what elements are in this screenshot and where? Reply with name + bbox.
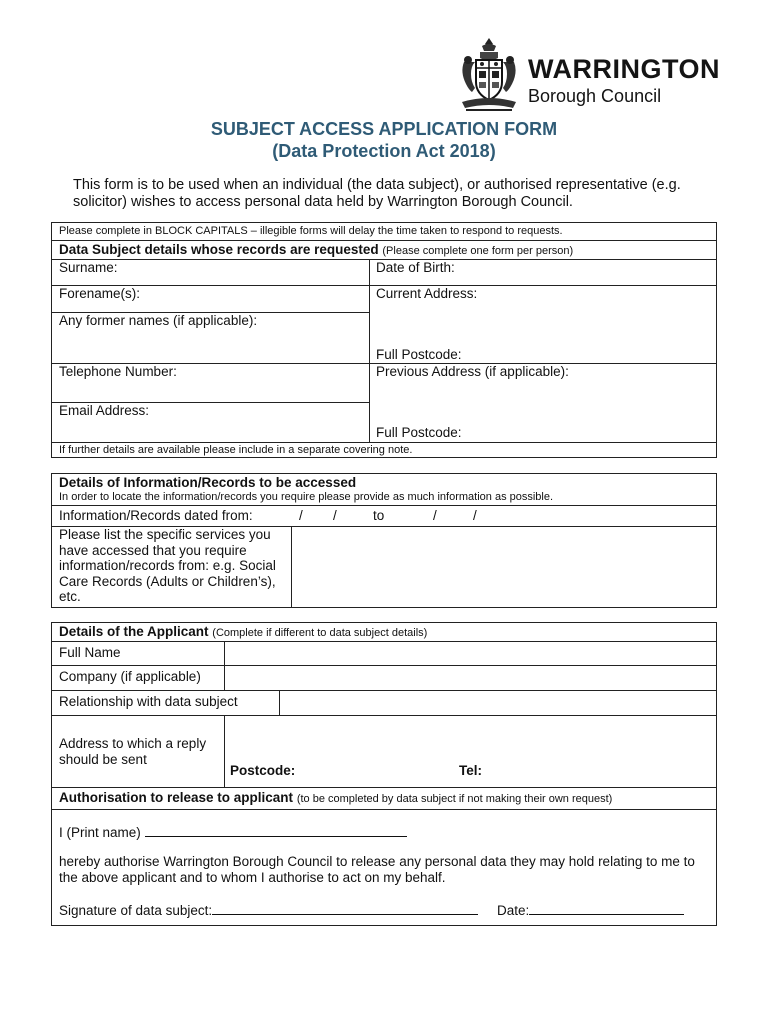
- company-label: Company (if applicable): [59, 669, 201, 684]
- form-subtitle: (Data Protection Act 2018): [272, 141, 496, 161]
- org-subtitle: Borough Council: [528, 86, 662, 106]
- print-name-line[interactable]: [145, 824, 407, 837]
- reply-address-label: Address to which a reply should be sent: [59, 736, 207, 767]
- full-name-label: Full Name: [59, 645, 121, 660]
- date-line[interactable]: [529, 902, 684, 915]
- relationship-input[interactable]: [281, 692, 714, 714]
- email-field[interactable]: Email Address:: [59, 403, 150, 418]
- date-separator: /: [333, 508, 337, 523]
- records-heading: Details of Information/Records to be accessed: [59, 475, 357, 490]
- former-names-field[interactable]: Any former names (if applicable):: [59, 313, 258, 328]
- previous-postcode-field[interactable]: Full Postcode:: [376, 425, 462, 440]
- current-address-field[interactable]: Current Address:: [376, 286, 478, 301]
- applicant-heading: Details of the Applicant (Complete if different to data subject details): [59, 624, 428, 639]
- signature-field[interactable]: Signature of data subject:: [59, 902, 478, 918]
- dated-from-label: Information/Records dated from:: [59, 508, 253, 523]
- reply-address-input[interactable]: [226, 717, 714, 761]
- tel-field[interactable]: Tel:: [459, 763, 482, 778]
- postcode-field[interactable]: Postcode:: [230, 763, 296, 778]
- date-separator: /: [299, 508, 303, 523]
- applicant-section: [51, 622, 717, 926]
- full-name-input[interactable]: [226, 643, 714, 665]
- intro-text: This form is to be used when an individual (the data subject), or authorised representative (e.g. solicitor) wishes to access personal data held by Warrington Borough Council.: [73, 177, 681, 210]
- company-input[interactable]: [226, 667, 714, 689]
- date-of-birth-field[interactable]: Date of Birth:: [376, 260, 455, 275]
- telephone-field[interactable]: Telephone Number:: [59, 364, 177, 379]
- form-title: SUBJECT ACCESS APPLICATION FORM: [210, 119, 558, 139]
- block-capitals-notice: Please complete in BLOCK CAPITALS – illegible forms will delay the time taken to respond to requests.: [59, 225, 563, 237]
- surname-field[interactable]: Surname:: [59, 260, 118, 275]
- services-input-area[interactable]: [293, 528, 713, 606]
- previous-address-field[interactable]: Previous Address (if applicable):: [376, 364, 569, 379]
- signature-line[interactable]: [212, 902, 478, 915]
- current-postcode-field[interactable]: Full Postcode:: [376, 347, 462, 362]
- records-section: [51, 473, 717, 608]
- forename-field[interactable]: Forename(s):: [59, 286, 141, 301]
- services-label: Please list the specific services you have accessed that you require information/records from: e.g. Social Care Records (Adults or Children’s), etc.: [59, 527, 276, 604]
- date-separator: /: [473, 508, 477, 523]
- coat-of-arms-icon: [458, 36, 520, 116]
- authorisation-heading: Authorisation to release to applicant (to be completed by data subject if not making their own request): [59, 790, 613, 805]
- data-subject-section: [51, 222, 717, 458]
- date-field[interactable]: Date:: [497, 902, 684, 918]
- relationship-label: Relationship with data subject: [59, 694, 238, 709]
- print-name-field[interactable]: I (Print name): [59, 824, 407, 840]
- to-label: to: [373, 508, 385, 523]
- date-separator: /: [433, 508, 437, 523]
- covering-note: If further details are available please include in a separate covering note.: [59, 444, 413, 456]
- org-name: WARRINGTON: [528, 54, 720, 84]
- records-subheading: In order to locate the information/records you require please provide as much information as possible.: [59, 491, 554, 503]
- data-subject-heading: Data Subject details whose records are requested (Please complete one form per person): [59, 242, 574, 257]
- authorisation-text: hereby authorise Warrington Borough Council to release any personal data they may hold relating to me to the above applicant and to whom I authorise to act on my behalf.: [59, 854, 695, 885]
